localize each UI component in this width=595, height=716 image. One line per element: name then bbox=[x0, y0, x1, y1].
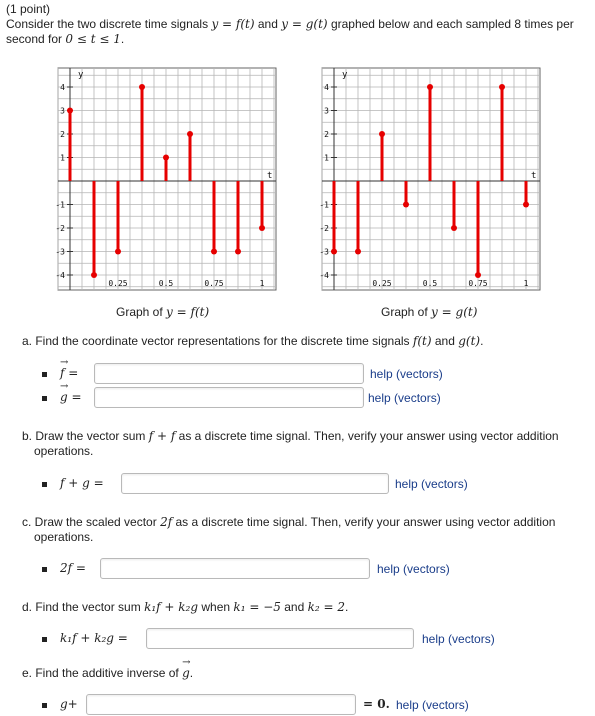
part-d-prompt: d. Find the vector sum k₁f + k₂g when k₁ = −5 and k₂ = 2. bbox=[22, 600, 349, 614]
g-vector-input[interactable] bbox=[94, 387, 364, 408]
y-tick-label: 4 bbox=[60, 83, 65, 92]
y-tick-label: 2 bbox=[324, 130, 329, 139]
linear-combo-label: k₁f + k₂g = bbox=[60, 631, 128, 645]
stem-marker bbox=[331, 249, 337, 255]
stem-marker bbox=[211, 249, 217, 255]
part-b-prompt-line1: b. Draw the vector sum f + f as a discrete time signal. Then, verify your answer using vector addition bbox=[22, 429, 559, 443]
x-tick-label: 0.75 bbox=[468, 279, 488, 288]
stem-marker bbox=[163, 155, 169, 161]
stem-marker bbox=[451, 225, 457, 231]
x-tick-label: 0.25 bbox=[372, 279, 392, 288]
y-tick-label: 2 bbox=[60, 130, 65, 139]
bullet bbox=[42, 637, 47, 642]
graph-g bbox=[314, 60, 549, 300]
two-f-input[interactable] bbox=[100, 558, 370, 579]
stem-marker bbox=[403, 202, 409, 208]
graph-f bbox=[50, 60, 285, 300]
y-tick-label: 3 bbox=[324, 106, 329, 116]
help-vectors-link-scaled[interactable]: help (vectors) bbox=[377, 562, 450, 576]
stem-marker bbox=[187, 131, 193, 137]
y-tick-label: -4 bbox=[55, 271, 65, 280]
t-axis-label: t bbox=[531, 171, 537, 181]
stem-marker bbox=[115, 249, 121, 255]
t-axis-label: t bbox=[267, 171, 273, 181]
intro-line-2: second for 0 ≤ t ≤ 1. bbox=[6, 32, 125, 46]
y-tick-label: 1 bbox=[60, 153, 65, 163]
additive-inverse-input[interactable] bbox=[86, 694, 356, 715]
help-vectors-link-f[interactable]: help (vectors) bbox=[370, 367, 443, 381]
stem-marker bbox=[499, 84, 505, 90]
y-tick-label: -2 bbox=[319, 224, 329, 233]
stem-marker bbox=[355, 249, 361, 255]
stem-marker bbox=[475, 272, 481, 278]
stem-marker bbox=[235, 249, 241, 255]
equals-zero: = 0. bbox=[363, 697, 390, 711]
bullet bbox=[42, 567, 47, 572]
part-c-prompt-line1: c. Draw the scaled vector 2f as a discrete time signal. Then, verify your answer using vector addition bbox=[22, 515, 556, 529]
stem-marker bbox=[523, 202, 529, 208]
bullet bbox=[42, 396, 47, 401]
x-tick-label: 0.5 bbox=[158, 279, 174, 288]
f-plus-g-label: f + g = bbox=[60, 476, 104, 490]
y-tick-label: -1 bbox=[55, 200, 65, 210]
bullet bbox=[42, 703, 47, 708]
part-b-prompt-line2: operations. bbox=[34, 444, 94, 458]
x-tick-label: 1 bbox=[523, 279, 529, 288]
stem-marker bbox=[379, 131, 385, 137]
y-axis-label: y bbox=[78, 70, 84, 80]
part-a-prompt: a. Find the coordinate vector representations for the discrete time signals f(t) and g(t). bbox=[22, 334, 484, 348]
part-e-prompt: e. Find the additive inverse of → g. bbox=[22, 666, 193, 680]
y-tick-label: 4 bbox=[324, 83, 329, 92]
bullet bbox=[42, 372, 47, 377]
points-label: (1 point) bbox=[6, 2, 51, 16]
stem-marker bbox=[139, 84, 145, 90]
g-vector-label: → g = bbox=[60, 390, 82, 404]
help-vectors-link-combo[interactable]: help (vectors) bbox=[422, 632, 495, 646]
x-tick-label: 0.5 bbox=[422, 279, 438, 288]
y-tick-label: -1 bbox=[319, 200, 329, 210]
y-tick-label: -3 bbox=[319, 247, 329, 257]
f-plus-g-input[interactable] bbox=[121, 473, 389, 494]
y-tick-label: -3 bbox=[55, 247, 65, 257]
y-tick-label: 3 bbox=[60, 106, 65, 116]
help-vectors-link-sum[interactable]: help (vectors) bbox=[395, 477, 468, 491]
x-tick-label: 0.25 bbox=[108, 279, 128, 288]
y-axis-label: y bbox=[342, 70, 348, 80]
part-c-prompt-line2: operations. bbox=[34, 530, 94, 544]
y-tick-label: -2 bbox=[55, 224, 65, 233]
bullet bbox=[42, 482, 47, 487]
linear-combo-input[interactable] bbox=[146, 628, 414, 649]
stem-marker bbox=[91, 272, 97, 278]
stem-marker bbox=[67, 108, 73, 114]
two-f-label: 2f = bbox=[60, 561, 86, 575]
help-vectors-link-g[interactable]: help (vectors) bbox=[368, 391, 441, 405]
stem-marker bbox=[259, 225, 265, 231]
additive-inverse-label: g+ bbox=[60, 697, 78, 711]
graph-f-caption: Graph of y = f(t) bbox=[116, 305, 210, 319]
y-tick-label: -4 bbox=[319, 271, 329, 280]
x-tick-label: 1 bbox=[259, 279, 265, 288]
f-vector-label: → f = bbox=[60, 366, 78, 380]
f-vector-input[interactable] bbox=[94, 363, 364, 384]
y-tick-label: 1 bbox=[324, 153, 329, 163]
intro-line-1: Consider the two discrete time signals y = f(t) and y = g(t) graphed below and each sampled 8 times per bbox=[6, 17, 574, 31]
stem-marker bbox=[427, 84, 433, 90]
help-vectors-link-inverse[interactable]: help (vectors) bbox=[396, 698, 469, 712]
graph-g-caption: Graph of y = g(t) bbox=[381, 305, 478, 319]
x-tick-label: 0.75 bbox=[204, 279, 224, 288]
